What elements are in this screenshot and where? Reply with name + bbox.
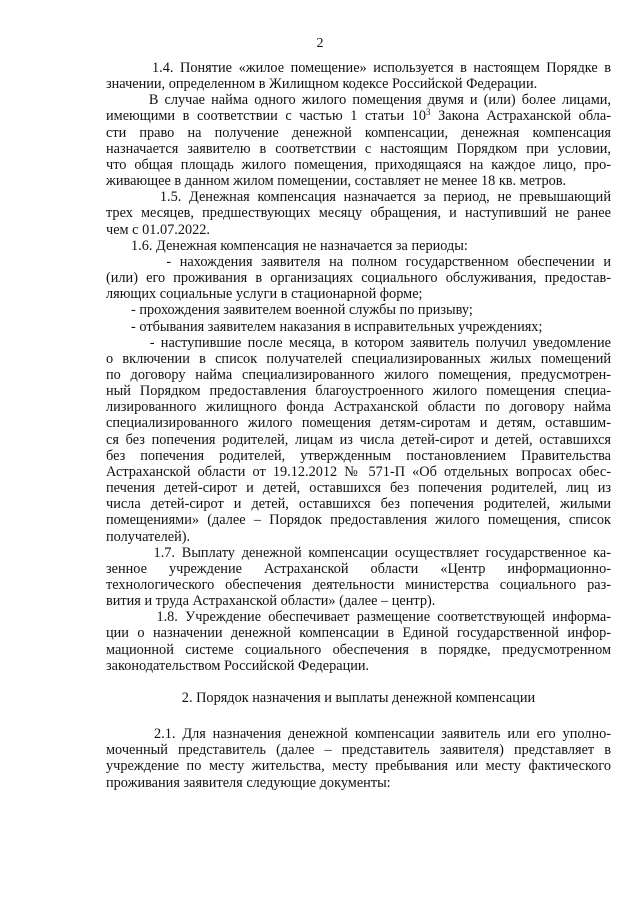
text-line: назначается заявителю в соответствии с настоящим Порядком при условии, xyxy=(106,140,611,157)
text-line: ный Порядком предоставления благоустроенного жилого помещения специа- xyxy=(106,383,611,400)
text-line: - нахождения заявителя на полном государственном обеспечении и xyxy=(106,253,611,270)
paragraph-p-2-1 xyxy=(106,726,611,791)
text-line: 2.1. Для назначения денежной компенсации заявитель или его уполно- xyxy=(106,726,611,743)
text-line: печения детей-сирот и детей, оставшихся без попечения родителей, лиц из xyxy=(106,480,611,497)
text-line: законодательством Российской Федерации. xyxy=(106,657,370,674)
text-line: моченный представитель (далее – представитель заявителя) представляет в xyxy=(106,742,611,759)
paragraph-p-1-6-c xyxy=(106,319,611,335)
text-line: лизированного жилищного фонда Астраханской области по договору найма xyxy=(106,399,611,416)
text-line: специализированного жилого помещения детям-сиротам и детям, оставшим- xyxy=(106,415,611,432)
paragraph-p-1-6-d xyxy=(106,335,611,545)
text-line: по договору найма специализированного жилого помещения, предусмотрен- xyxy=(106,366,611,383)
text-line: сти право на получение денежной компенсации, денежная компенсация xyxy=(106,124,611,141)
text-line: зенное учреждение Астраханской области «Центр информационно- xyxy=(106,560,611,577)
text-line: числа детей-сирот и детей, оставшихся без попечения родителей, жилыми xyxy=(106,496,611,513)
page-number: 2 xyxy=(316,36,324,51)
text-line: живающее в данном жилом помещении, составляет не менее 18 кв. метров. xyxy=(106,173,567,190)
text-line: 1.5. Денежная компенсация назначается за период, не превышающий xyxy=(106,189,611,206)
text-line: ся без попечения родителей, лицам из числа детей-сирот и детей, оставшихся xyxy=(106,431,611,448)
text-line: трех месяцев, предшествующих месяцу обращения, и наступивший не ранее xyxy=(106,205,611,222)
text-line: В случае найма одного жилого помещения двумя и (или) более лицами, xyxy=(106,92,611,109)
document-body xyxy=(106,60,611,791)
text-line: имеющими в соответствии с частью 1 статьи $10^3$ Закона Астраханской обла- xyxy=(106,107,611,125)
text-line: ляющих социальные услуги в стационарной форме; xyxy=(106,286,423,303)
spacer xyxy=(106,674,611,690)
text-line: Астраханской области от 19.12.2012 № 571-П «Об отдельных вопросах обес- xyxy=(106,463,611,480)
text-line: получателей). xyxy=(106,528,191,545)
text-line: ции о назначении денежной компенсации в Единой государственной инфор- xyxy=(106,625,611,642)
superscript: 3 xyxy=(426,107,431,118)
text-line: проживания заявителя следующие документы: xyxy=(106,774,391,791)
text-line: значении, определенном в Жилищном кодексе Российской Федерации. xyxy=(106,76,538,93)
paragraph-p-1-6 xyxy=(106,238,611,254)
text-line: помещениями» (далее – Порядок предоставления жилого помещения, список xyxy=(106,512,611,529)
paragraph-p-1-4-naim xyxy=(106,92,611,189)
text-line: - наступившие после месяца, в котором заявитель получил уведомление xyxy=(106,334,611,351)
text-line: технологического обеспечения деятельности министерства социального раз- xyxy=(106,577,611,593)
text-line: 1.7. Выплату денежной компенсации осуществляет государственное ка- xyxy=(106,544,611,561)
paragraph-p-1-5 xyxy=(106,189,611,237)
paragraph-p-1-6-b xyxy=(106,302,611,318)
spacer xyxy=(106,706,611,726)
text-line: учреждение по месту жительства, месту пребывания или месту фактического xyxy=(106,758,611,775)
paragraph-p-1-8 xyxy=(106,609,611,674)
text-line: мационной системе социального обеспечения в порядке, предусмотренном xyxy=(106,641,611,658)
text-line: (или) его проживания в организациях социального обслуживания, предостав- xyxy=(106,270,611,287)
text-line: о включении в список получателей специализированных жилых помещений xyxy=(106,350,611,367)
text-line: - прохождения заявителем военной службы по призыву; xyxy=(106,302,473,319)
text-line: без попечения родителей, утвержденным постановлением Правительства xyxy=(106,447,611,464)
text-line: чем с 01.07.2022. xyxy=(106,221,210,238)
text-line: - отбывания заявителем наказания в исправительных учреждениях; xyxy=(106,318,543,335)
section-heading: 2. Порядок назначения и выплаты денежной компенсации xyxy=(181,689,536,706)
text-line: вития и труда Астраханской области» (далее – центр). xyxy=(106,593,436,610)
paragraph-p-1-7 xyxy=(106,545,611,610)
text-fragment: Закона Астраханской обла- xyxy=(430,108,611,125)
text-line: что общая площадь жилого помещения, приходящаяся на каждое лицо, про- xyxy=(106,156,611,173)
paragraph-p-1-6-a xyxy=(106,254,611,302)
text-line: 1.4. Понятие «жилое помещение» используется в настоящем Порядке в xyxy=(106,60,611,76)
paragraph-p-1-4 xyxy=(106,60,611,92)
text-line: 1.6. Денежная компенсация не назначается за периоды: xyxy=(106,237,468,254)
text-line: 1.8. Учреждение обеспечивает размещение соответствующей информа- xyxy=(106,609,611,626)
